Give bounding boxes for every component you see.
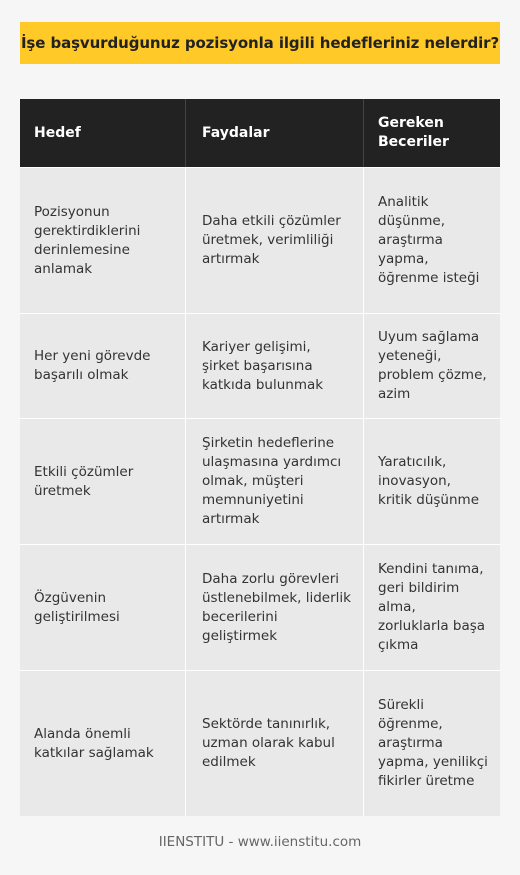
table-cell-faydalar: Sektörde tanınırlık, uzman olarak kabul edilmek (186, 671, 364, 816)
table-cell-faydalar: Daha etkili çözümler üretmek, verimliliği artırmak (186, 168, 364, 313)
table-cell-hedef: Etkili çözümler üretmek (20, 419, 186, 544)
goals-table (20, 99, 500, 816)
table-cell-beceriler: Uyum sağlama yeteneği, problem çözme, azim (378, 329, 487, 402)
table-cell-hedef: Her yeni görevde başarılı olmak (20, 314, 186, 418)
table-cell-hedef: Pozisyonun gerektirdiklerini derinlemesine anlamak (20, 168, 186, 313)
table-row (20, 671, 500, 816)
table-row (20, 314, 500, 419)
header-hedef: Hedef (20, 99, 186, 167)
table-cell-beceriler: Kendini tanıma, geri bildirim alma, zorluklarla başa çıkma (378, 561, 486, 653)
table-cell-faydalar: Daha zorlu görevleri üstlenebilmek, liderlik becerilerini geliştirmek (186, 545, 364, 670)
table-row (20, 419, 500, 545)
header-beceriler: Gereken Beceriler (378, 115, 449, 150)
table-row (20, 545, 500, 671)
table-cell-beceriler: Yaratıcılık, inovasyon, kritik düşünme (378, 454, 479, 508)
table-cell-beceriler: Analitik düşünme, araştırma yapma, öğrenme isteği (378, 194, 480, 286)
table-cell-hedef: Alanda önemli katkılar sağlamak (20, 671, 186, 816)
table-cell-faydalar: Şirketin hedeflerine ulaşmasına yardımcı olmak, müşteri memnuniyetini artırmak (186, 419, 364, 544)
footer-credit: IIENSTITU - www.iienstitu.com (158, 834, 362, 850)
page-title: İşe başvurduğunuz pozisyonla ilgili hedefleriniz nelerdir? (20, 22, 500, 64)
table-header (20, 99, 500, 168)
table-cell-beceriler: Sürekli öğrenme, araştırma yapma, yenilikçi fikirler üretme (378, 697, 488, 789)
table-cell-faydalar: Kariyer gelişimi, şirket başarısına katkıda bulunmak (186, 314, 364, 418)
table-row (20, 168, 500, 314)
header-faydalar: Faydalar (186, 99, 364, 167)
table-cell-hedef: Özgüvenin geliştirilmesi (20, 545, 186, 670)
